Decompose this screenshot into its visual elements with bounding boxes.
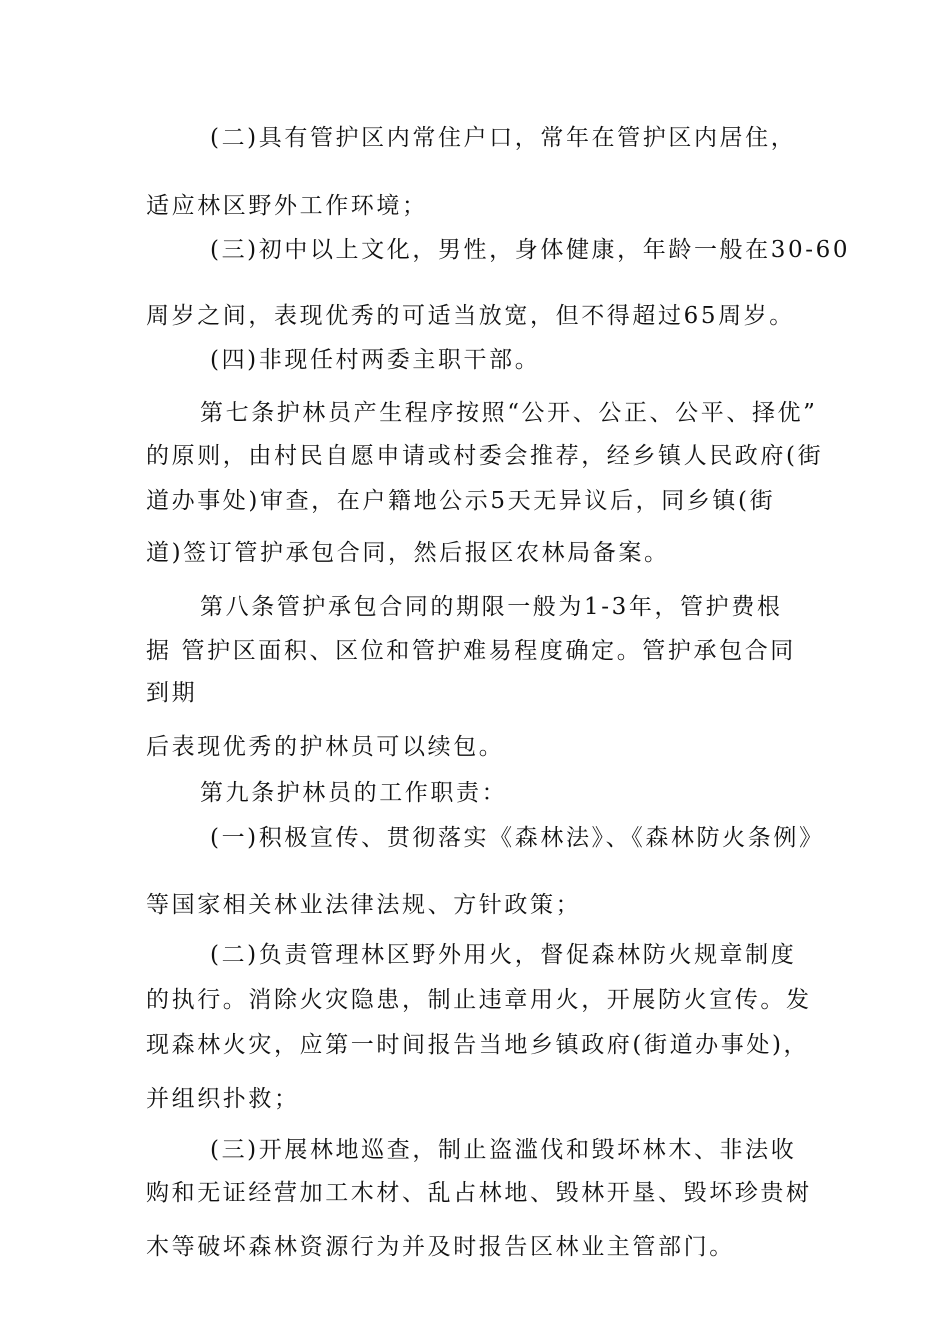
text-line: 道办事处)审查，在户籍地公示5天无异议后，同乡镇(街 xyxy=(146,488,776,514)
text-line: 据 管护区面积、区位和管护难易程度确定。管护承包合同 xyxy=(146,638,796,664)
text-line: (三)开展林地巡查，制止盗滥伐和毁坏林木、非法收 xyxy=(210,1137,797,1163)
text-line: 的原则，由村民自愿申请或村委会推荐，经乡镇人民政府(街 xyxy=(146,443,824,469)
text-line: 木等破坏森林资源行为并及时报告区林业主管部门。 xyxy=(146,1234,735,1260)
text-line: 第八条管护承包合同的期限一般为1-3年，管护费根 xyxy=(200,594,783,620)
text-line: 周岁之间，表现优秀的可适当放宽，但不得超过65周岁。 xyxy=(146,303,795,329)
text-line: 第九条护林员的工作职责： xyxy=(200,780,508,806)
text-line: 的执行。消除火灾隐患，制止违章用火，开展防火宣传。发 xyxy=(146,987,812,1013)
text-line: (四)非现任村两委主职干部。 xyxy=(210,347,541,373)
text-line: 道)签订管护承包合同，然后报区农林局备案。 xyxy=(146,540,670,566)
text-line: 第七条护林员产生程序按照“公开、公正、公平、择优” xyxy=(200,400,818,426)
text-line: 适应林区野外工作环境； xyxy=(146,193,428,219)
text-line: (二)负责管理林区野外用火，督促森林防火规章制度 xyxy=(210,942,797,968)
text-line: 购和无证经营加工木材、乱占林地、毁林开垦、毁坏珍贵树 xyxy=(146,1180,812,1206)
text-line: 后表现优秀的护林员可以续包。 xyxy=(146,734,505,760)
text-line: 并组织扑救； xyxy=(146,1086,300,1112)
text-line: (三)初中以上文化，男性，身体健康，年龄一般在30-60 xyxy=(210,237,851,263)
text-line: (一)积极宣传、贯彻落实《森林法》、《森林防火条例》 xyxy=(210,825,825,851)
text-line: 等国家相关林业法律法规、方针政策； xyxy=(146,892,582,918)
text-line: 现森林火灾，应第一时间报告当地乡镇政府(街道办事处)， xyxy=(146,1032,810,1058)
text-line: 到期 xyxy=(146,680,198,706)
text-line: (二)具有管护区内常住户口，常年在管护区内居住， xyxy=(210,125,797,151)
